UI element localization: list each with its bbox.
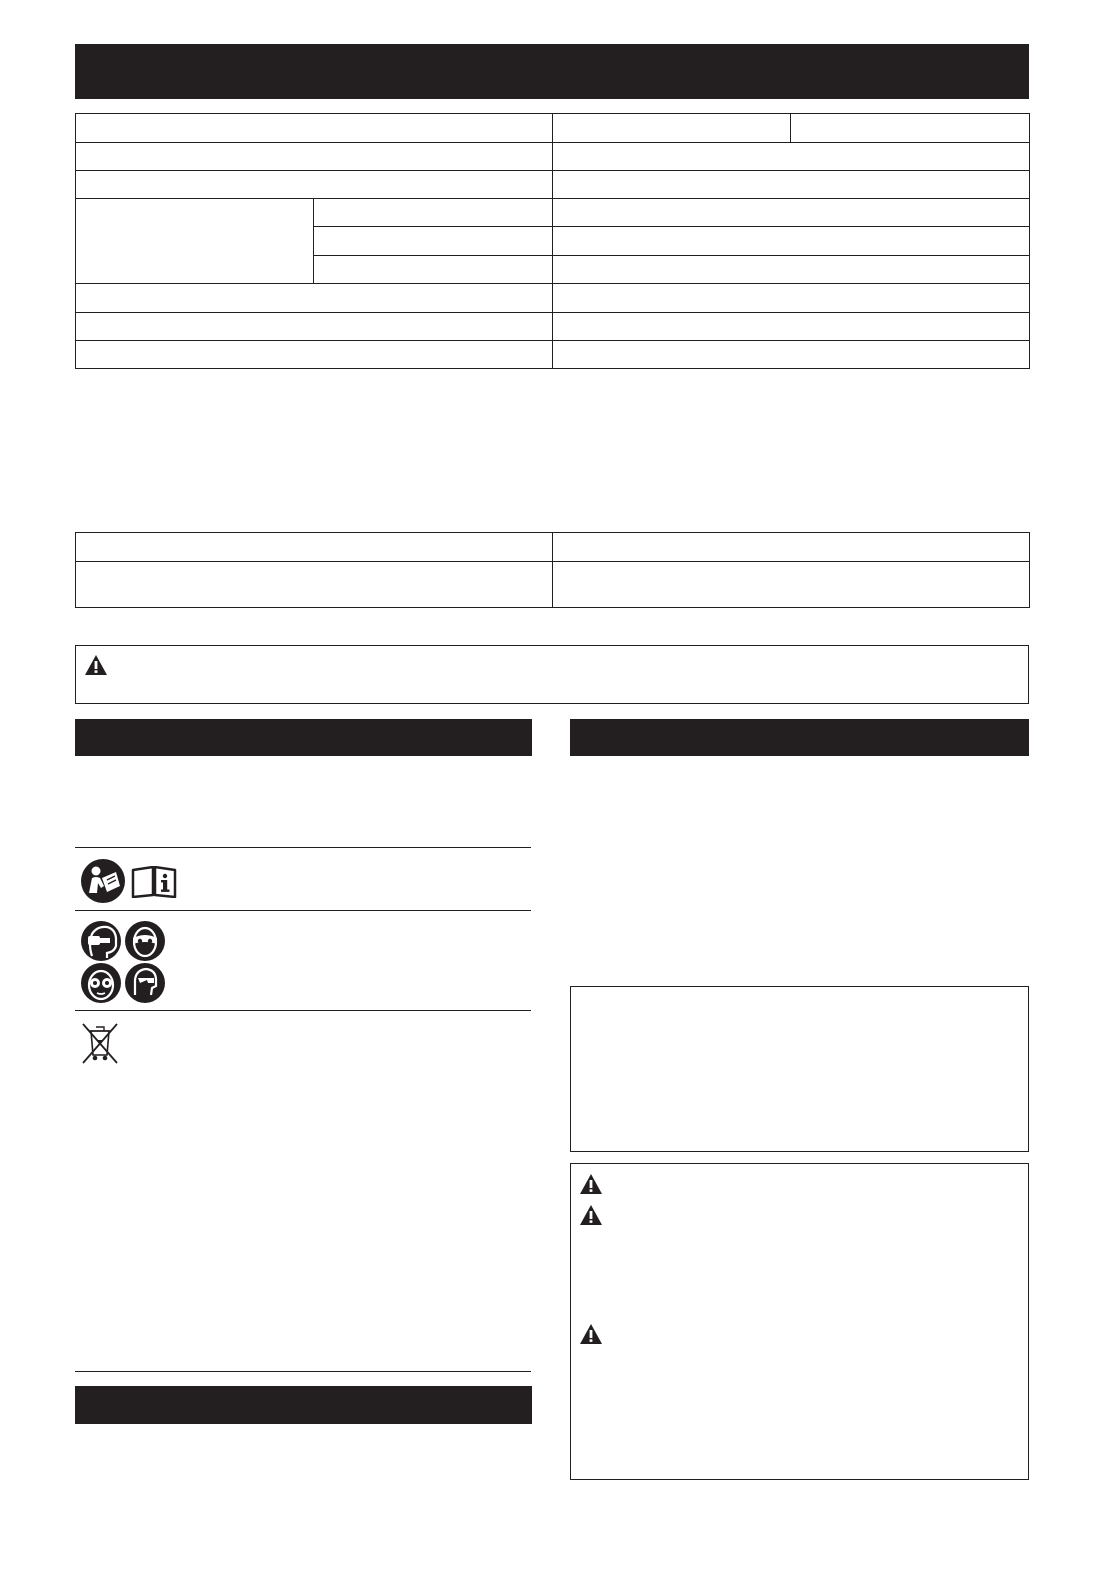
table-row [76, 562, 1030, 608]
table-cell [553, 143, 1030, 171]
table-cell [76, 341, 553, 369]
symbol-row-weee [80, 1021, 120, 1065]
table-cell [553, 256, 1030, 284]
table-cell [76, 143, 553, 171]
table-cell [791, 114, 1030, 143]
table-row [76, 284, 1030, 313]
table-cell [76, 284, 553, 313]
crossed-bin-icon [80, 1021, 120, 1065]
warning-box [75, 645, 1029, 704]
table-row [76, 533, 1030, 562]
table-cell [76, 313, 553, 341]
table-cell [553, 313, 1030, 341]
divider [75, 1010, 531, 1011]
table-cell [553, 171, 1030, 199]
table-cell [553, 114, 791, 143]
warning-triangle-icon [579, 1204, 603, 1226]
face-protection-icon [124, 920, 166, 962]
table-cell [76, 562, 553, 608]
warning-triangle-icon [579, 1323, 603, 1345]
table-row [76, 313, 1030, 341]
warning-list-box [570, 1163, 1029, 1480]
read-manual-icon [80, 858, 126, 904]
head-protection-icon [124, 962, 166, 1004]
note-box [570, 986, 1029, 1152]
specifications-table [75, 113, 1030, 369]
table-row [76, 199, 1030, 227]
table-cell [314, 227, 553, 256]
table-cell [76, 114, 553, 143]
symbol-row-read-manual [80, 858, 200, 904]
symbol-row-protection [80, 920, 170, 1004]
table-cell [553, 227, 1030, 256]
table-cell [553, 284, 1030, 313]
table-row [76, 114, 1030, 143]
goggles-icon [80, 962, 122, 1004]
table-cell [553, 341, 1030, 369]
table-row [76, 143, 1030, 171]
table-cell [76, 171, 553, 199]
table-cell [314, 256, 553, 284]
table-row [76, 171, 1030, 199]
divider [75, 847, 531, 848]
table-cell [553, 533, 1030, 562]
warning-triangle-icon [579, 1173, 603, 1195]
section-header-bar-right [570, 719, 1029, 756]
ear-protection-icon [80, 920, 122, 962]
table-cell [314, 199, 553, 227]
info-book-icon [131, 866, 177, 898]
table-cell [76, 533, 553, 562]
divider [75, 910, 531, 911]
table-row [76, 341, 1030, 369]
section-header-bar-symbols [75, 719, 532, 756]
section-header-bar-lower [75, 1386, 532, 1424]
table-cell [76, 199, 314, 284]
table-cell [553, 562, 1030, 608]
secondary-table [75, 532, 1030, 608]
table-cell [553, 199, 1030, 227]
divider [75, 1371, 531, 1372]
warning-triangle-icon [84, 654, 108, 676]
title-bar [75, 44, 1029, 99]
